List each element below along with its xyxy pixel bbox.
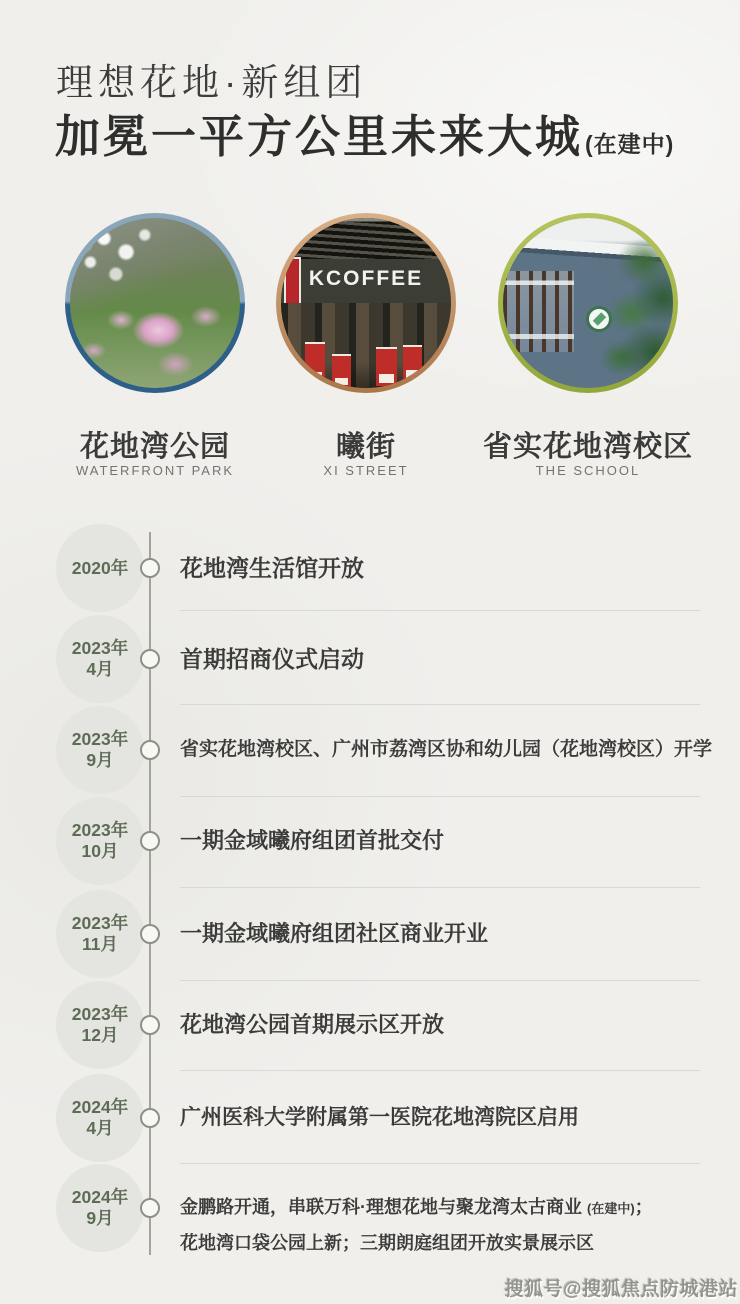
event-line-1 bbox=[180, 1190, 720, 1226]
storefront-louvers bbox=[281, 218, 451, 259]
under-construction-note: (在建中) bbox=[585, 131, 675, 157]
separator bbox=[180, 1070, 700, 1071]
park-flowers-photo bbox=[70, 218, 240, 388]
promo-poster bbox=[403, 345, 422, 381]
timeline-date-badge bbox=[56, 1164, 144, 1252]
tree-foliage bbox=[581, 235, 673, 385]
kcoffee-storefront-photo bbox=[281, 218, 451, 388]
date-year: 2023年 bbox=[71, 913, 129, 933]
promo-poster bbox=[376, 347, 396, 386]
separator bbox=[180, 610, 700, 611]
kcoffee-sign-text: KCOFFEE bbox=[308, 267, 424, 291]
timeline-event-text bbox=[180, 1190, 720, 1261]
date-month: 9月 bbox=[86, 750, 114, 770]
date-month: 12月 bbox=[81, 1025, 119, 1045]
under-construction-note: (在建中) bbox=[587, 1201, 635, 1216]
feature-park bbox=[65, 213, 245, 393]
timeline-node bbox=[140, 1108, 160, 1128]
timeline-date-badge bbox=[56, 615, 144, 703]
separator bbox=[180, 796, 700, 797]
date-year: 2024年 bbox=[71, 1187, 129, 1207]
separator bbox=[180, 1163, 700, 1164]
timeline-axis bbox=[149, 532, 151, 1255]
date-month: 4月 bbox=[86, 659, 114, 679]
date-month: 9月 bbox=[86, 1208, 114, 1228]
promo-poster bbox=[332, 354, 351, 388]
timeline-node bbox=[140, 740, 160, 760]
date-month: 11月 bbox=[82, 934, 118, 954]
event-text-tail: ； bbox=[634, 1197, 653, 1217]
street-photo-ring bbox=[276, 213, 456, 393]
page-subtitle-text: 加冕一平方公里未来大城 bbox=[55, 111, 584, 162]
timeline-date-badge bbox=[56, 706, 144, 794]
school-balcony-railing bbox=[503, 271, 574, 353]
timeline-node bbox=[140, 558, 160, 578]
timeline-event-text: 花地湾公园首期展示区开放 bbox=[180, 1012, 445, 1037]
date-year: 2023年 bbox=[71, 1004, 129, 1024]
timeline-date-badge bbox=[56, 1074, 144, 1162]
timeline-node bbox=[140, 649, 160, 669]
timeline-event-text: 广州医科大学附属第一医院花地湾院区启用 bbox=[180, 1106, 579, 1129]
sohu-watermark: 搜狐号@搜狐焦点防城港站 bbox=[504, 1279, 738, 1300]
timeline-event-text: 一期金域曦府组团社区商业开业 bbox=[180, 921, 489, 946]
feature-school-sublabel: THE SCHOOL bbox=[535, 463, 641, 478]
feature-school-label: 省实花地湾校区 bbox=[482, 431, 693, 463]
timeline-event-text: 一期金域曦府组团首批交付 bbox=[180, 828, 445, 853]
feature-street-label: 曦街 bbox=[335, 431, 396, 463]
school-building-photo bbox=[503, 218, 673, 388]
page-title: 理想花地·新组团 bbox=[56, 62, 368, 103]
date-year: 2024年 bbox=[71, 1097, 129, 1117]
date-month: 10月 bbox=[81, 841, 119, 861]
promo-poster bbox=[305, 342, 325, 385]
timeline-node bbox=[140, 1198, 160, 1218]
event-text-main: 金鹏路开通，串联万科·理想花地与聚龙湾太古商业 bbox=[180, 1197, 582, 1217]
timeline-node bbox=[140, 831, 160, 851]
date-year: 2023年 bbox=[71, 638, 129, 658]
page-subtitle bbox=[55, 100, 674, 165]
feature-park-sublabel: WATERFRONT PARK bbox=[75, 463, 235, 478]
school-photo-ring bbox=[498, 213, 678, 393]
feature-street bbox=[276, 213, 456, 393]
separator bbox=[180, 704, 700, 705]
date-year: 2023年 bbox=[71, 820, 129, 840]
feature-street-sublabel: XI STREET bbox=[323, 463, 409, 478]
timeline-date-badge bbox=[56, 890, 144, 978]
separator bbox=[180, 887, 700, 888]
date-month: 4月 bbox=[86, 1118, 114, 1138]
timeline-node bbox=[140, 924, 160, 944]
separator bbox=[180, 980, 700, 981]
feature-school bbox=[498, 213, 678, 393]
timeline-event-text: 首期招商仪式启动 bbox=[180, 646, 364, 672]
timeline-date-badge bbox=[56, 981, 144, 1069]
timeline-event-text: 花地湾生活馆开放 bbox=[180, 555, 364, 581]
park-photo-ring bbox=[65, 213, 245, 393]
timeline-event-text: 省实花地湾校区、广州市荔湾区协和幼儿园（花地湾校区）开学 bbox=[180, 739, 713, 760]
date-year: 2020年 bbox=[71, 557, 129, 578]
date-year: 2023年 bbox=[71, 729, 129, 749]
event-line-2: 花地湾口袋公园上新；三期朗庭组团开放实景展示区 bbox=[180, 1233, 594, 1253]
feature-park-label: 花地湾公园 bbox=[79, 431, 230, 463]
timeline-date-badge bbox=[56, 524, 144, 612]
timeline-date-badge bbox=[56, 797, 144, 885]
timeline-node bbox=[140, 1015, 160, 1035]
